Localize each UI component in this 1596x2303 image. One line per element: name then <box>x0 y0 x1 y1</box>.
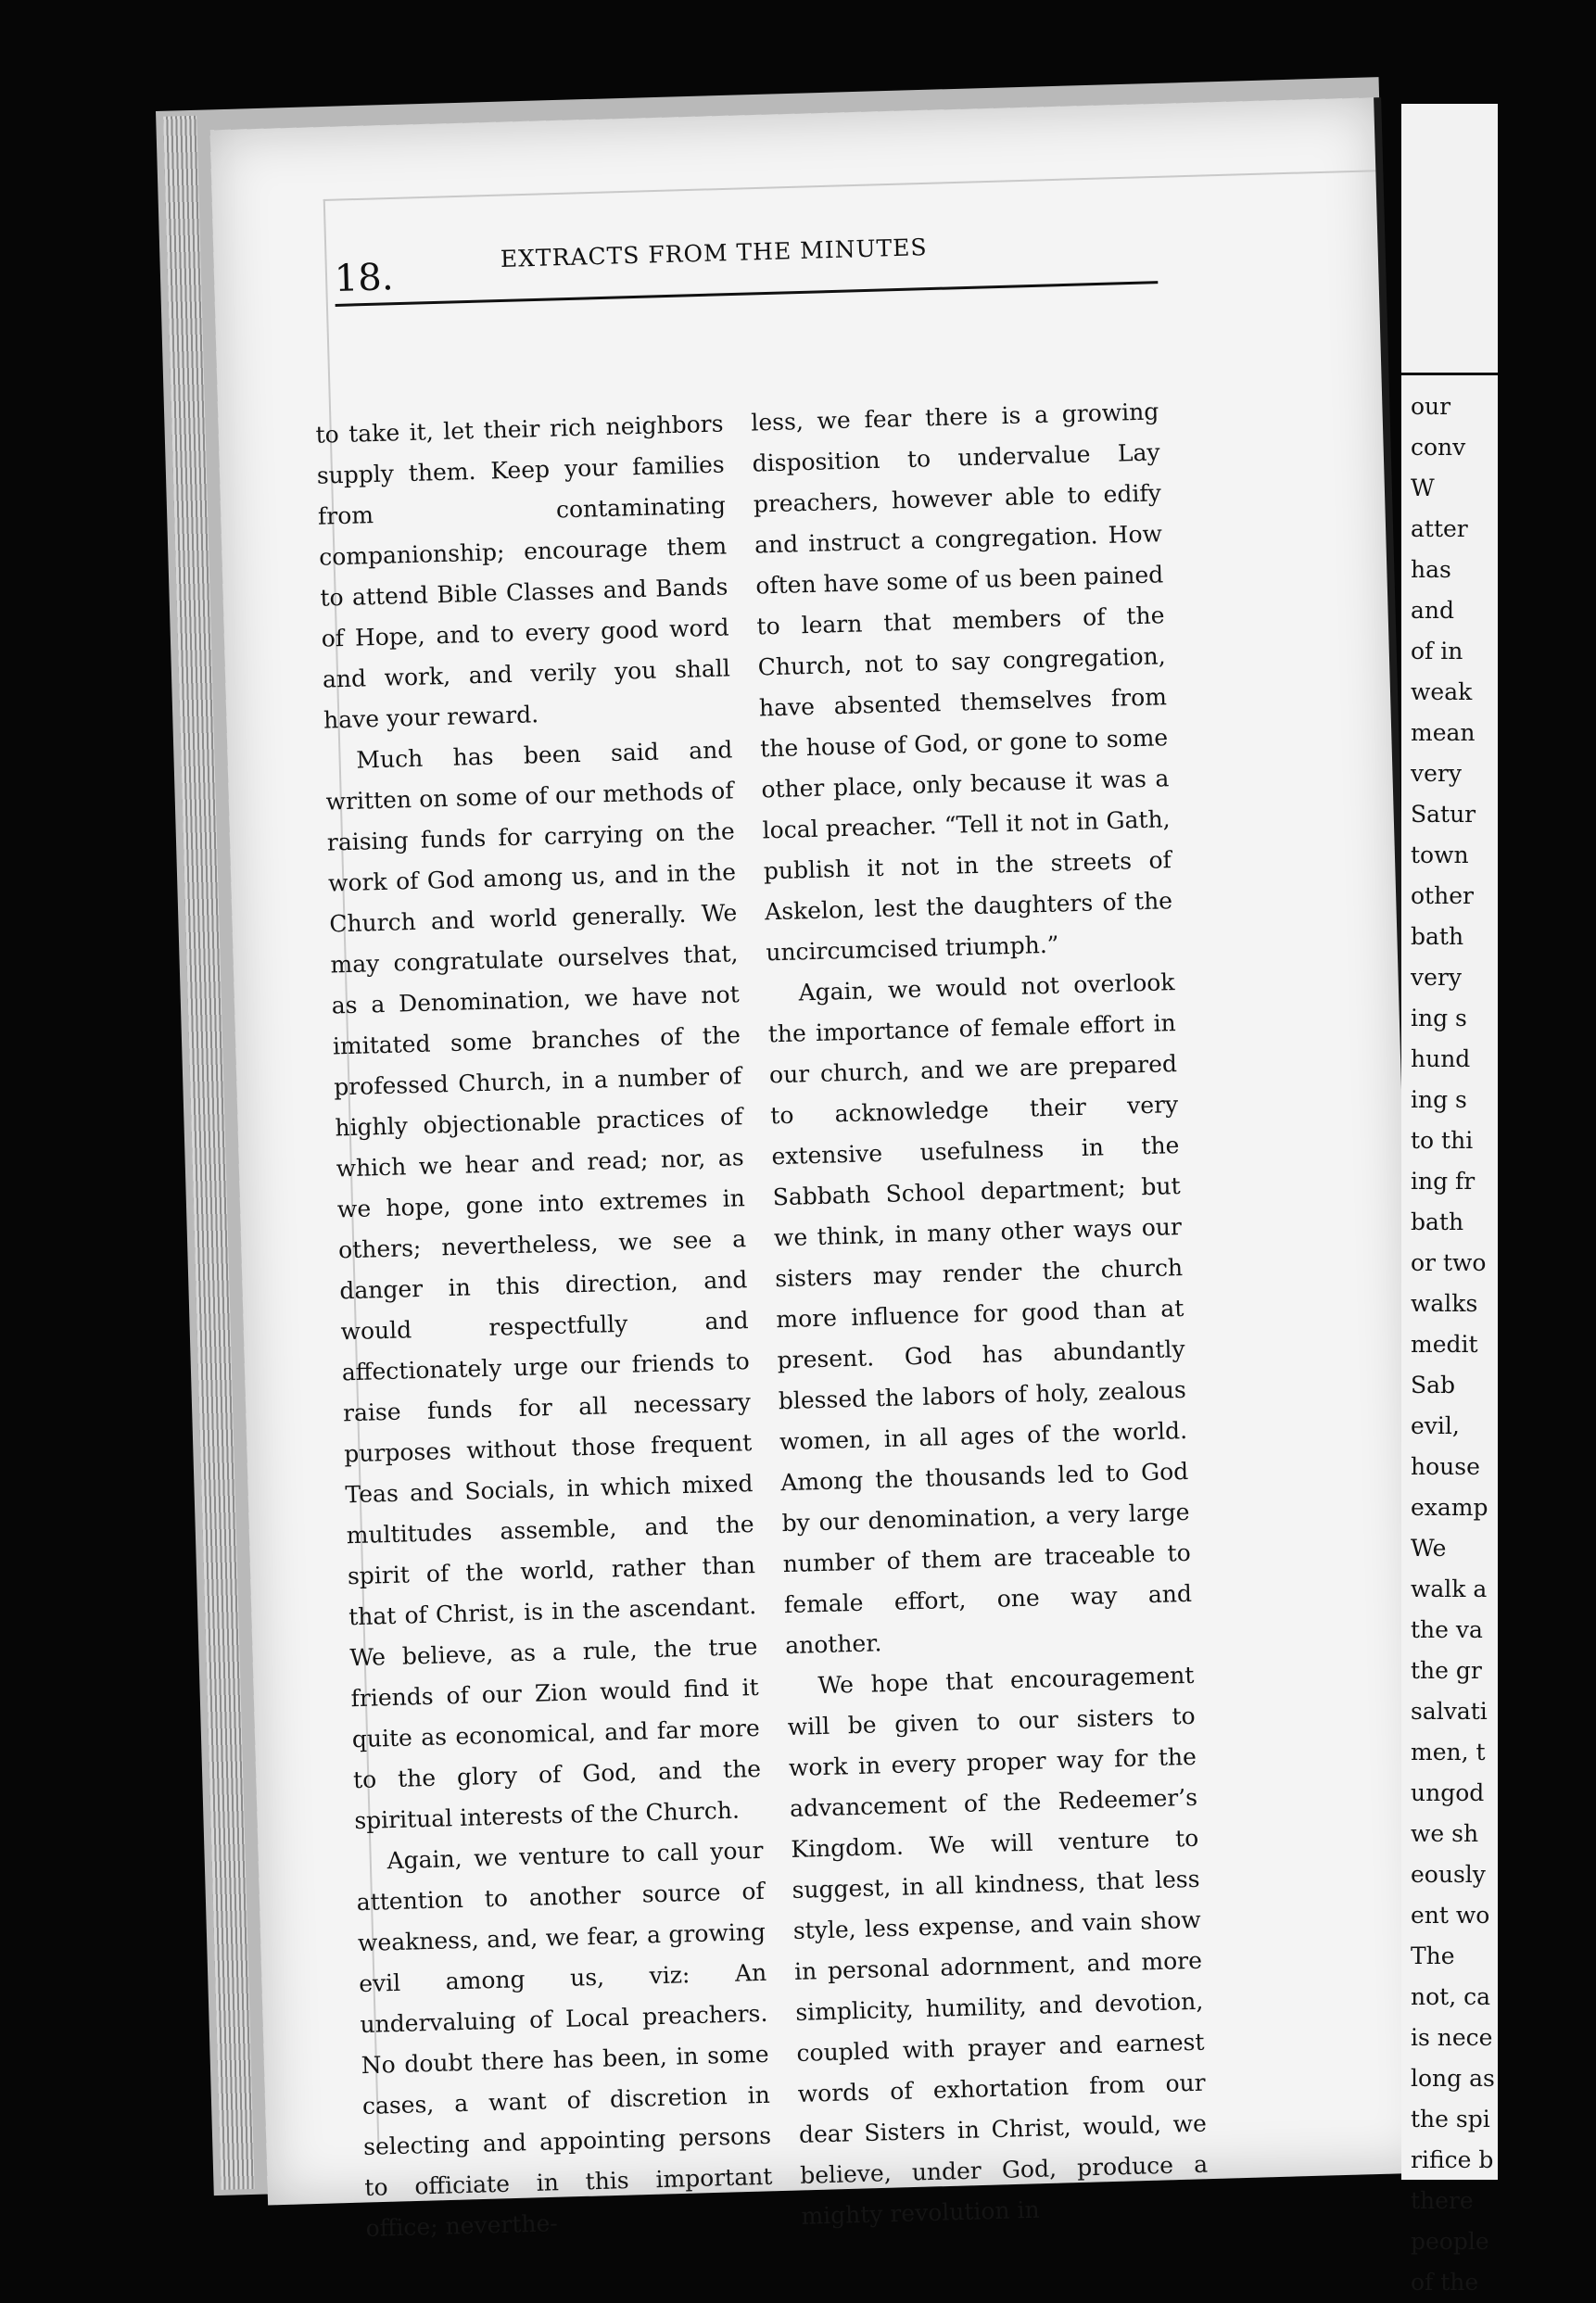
facing-page-line: and <box>1411 597 1455 624</box>
facing-page <box>1401 104 1498 2296</box>
facing-page-line: ungod <box>1411 1779 1485 1806</box>
facing-page-line: we sh <box>1411 1820 1479 1847</box>
facing-page-line: people <box>1411 2228 1489 2255</box>
facing-page-line: bath <box>1411 923 1464 950</box>
facing-page-line: the gr <box>1411 1657 1482 1684</box>
paragraph: Again, we venture to call your attention to another source of weakness, and, we fear, a growing evil among us, viz: An undervaluing of Local preachers. No doubt there has been, in some cases, a want of discretion in selecting and appointing persons to officiate in this important office; neverthe- <box>356 1836 773 2243</box>
facing-page-line: our <box>1411 393 1451 420</box>
facing-page-line: We <box>1411 1535 1447 1562</box>
facing-page-line: of in <box>1411 638 1463 664</box>
facing-page-line: there <box>1411 2187 1474 2214</box>
facing-page-line: long as <box>1411 2065 1495 2092</box>
facing-page-line: not, ca <box>1411 1983 1490 2010</box>
facing-page-line: walks <box>1411 1290 1478 1317</box>
paragraph: We hope that encouragement will be given to our sisters to work in every proper way for the advancement of the Redeemer’s Kingdom. We will venture to suggest, in all kindness, that less style, less expense, and vain show in personal adornment, and more simplicity, humility, and devotion, coupled with prayer and earnest words of exhortation from our dear Sisters in Christ, would, we believe, under God, produce a mighty revolution in <box>787 1661 1209 2230</box>
facing-page-line: or two <box>1411 1249 1487 1276</box>
facing-page-line: eously <box>1411 1861 1486 1888</box>
facing-page-line: the va <box>1411 1616 1483 1643</box>
left-column <box>315 403 774 2249</box>
facing-page-line: town <box>1411 841 1469 868</box>
facing-page-line: rifice b <box>1411 2146 1494 2173</box>
facing-page-line: evil, <box>1411 1412 1460 1439</box>
facing-page-line: house <box>1411 1453 1480 1480</box>
facing-page-line: walk a <box>1411 1575 1488 1602</box>
facing-page-line: atter <box>1411 515 1468 542</box>
facing-page-line: weak <box>1411 678 1473 705</box>
facing-page-header-rule <box>1401 373 1498 375</box>
facing-page-line: ing s <box>1411 1086 1467 1113</box>
facing-page-line: of the <box>1411 2269 1479 2296</box>
facing-page-line: Satur <box>1411 801 1476 828</box>
paragraph: to take it, let their rich neighbors supply them. Keep your families from contaminating companionship; encourage them to attend Bible Classes and Bands of Hope, and to every good word and work, and verily you shall have your reward. <box>315 410 731 734</box>
facing-page-line: men, t <box>1411 1739 1486 1765</box>
paragraph: Again, we would not overlook the importance of female effort in our church, and we are prepared to acknowledge their very extensive usefulness in the Sabbath School department; but we think, in many other ways our sisters may render the church more influence for good than at present. God has abundantly blessed the labors of holy, zealous women, in all ages of the world. Among the thousands led to God by our denomination, a very large number of them are traceable to female effort, one way and another. <box>767 968 1193 1660</box>
facing-page-line: conv <box>1411 434 1466 461</box>
facing-page-line: very <box>1411 964 1462 991</box>
facing-page-line: to thi <box>1411 1127 1474 1154</box>
facing-page-line: medit <box>1411 1331 1478 1358</box>
facing-page-line: ing s <box>1411 1005 1467 1031</box>
running-head: EXTRACTS FROM THE MINUTES <box>500 234 928 272</box>
facing-page-line: W <box>1411 475 1435 501</box>
facing-page-line: other <box>1411 882 1474 909</box>
facing-page-line: hund <box>1411 1045 1471 1072</box>
facing-page-line: ing fr <box>1411 1168 1476 1195</box>
paragraph: Much has been said and written on some of our methods of raising funds for carrying on the work of God among us, and in the Church and world generally. We may congratulate ourselves that, as a Denomination, we have not imitated some branches of the professed Church, in a number of highly objectionable practices of which we hear and read; nor, as we hope, gone into extremes in others; nevertheless, we see a danger in this direction, and would respectfully and affectionately urge our friends to raise funds for all necessary purposes without those frequent Teas and Socials, in which mixed multitudes assemble, and the spirit of the world, rather than that of Christ, is in the ascendant. We believe, as a rule, the true friends of our Zion would find it quite as economical, and far more to the glory of God, and the spiritual interests of the Church. <box>325 736 762 1835</box>
facing-page-line: The <box>1411 1942 1455 1969</box>
facing-page-line: is nece <box>1411 2024 1493 2051</box>
paragraph: less, we fear there is a growing disposition to undervalue Lay preachers, however able to edify and instruct a congregation. How often have some of us been pained to learn that members of the Church, not to say congregation, have absented themselves from the house of God, or gone to some other place, only because it was a local preacher. “Tell it not in Gath, publish it not in the streets of Askelon, lest the daughters of the uncircumcised triumph.” <box>751 398 1173 967</box>
facing-page-line: mean <box>1411 719 1476 746</box>
facing-page-line: very <box>1411 760 1462 787</box>
facing-page-line: has <box>1411 556 1451 583</box>
facing-page-line: salvati <box>1411 1698 1488 1725</box>
facing-page-line: the spi <box>1411 2106 1490 2132</box>
page-number: 18. <box>334 256 395 300</box>
facing-page-line: examp <box>1411 1494 1488 1521</box>
right-column <box>751 391 1210 2237</box>
facing-page-line: bath <box>1411 1208 1464 1235</box>
facing-page-line: ent wo <box>1411 1902 1490 1929</box>
body-text <box>308 389 1279 2243</box>
facing-page-line: Sab <box>1411 1372 1456 1398</box>
facing-page-text <box>1411 386 1596 2303</box>
